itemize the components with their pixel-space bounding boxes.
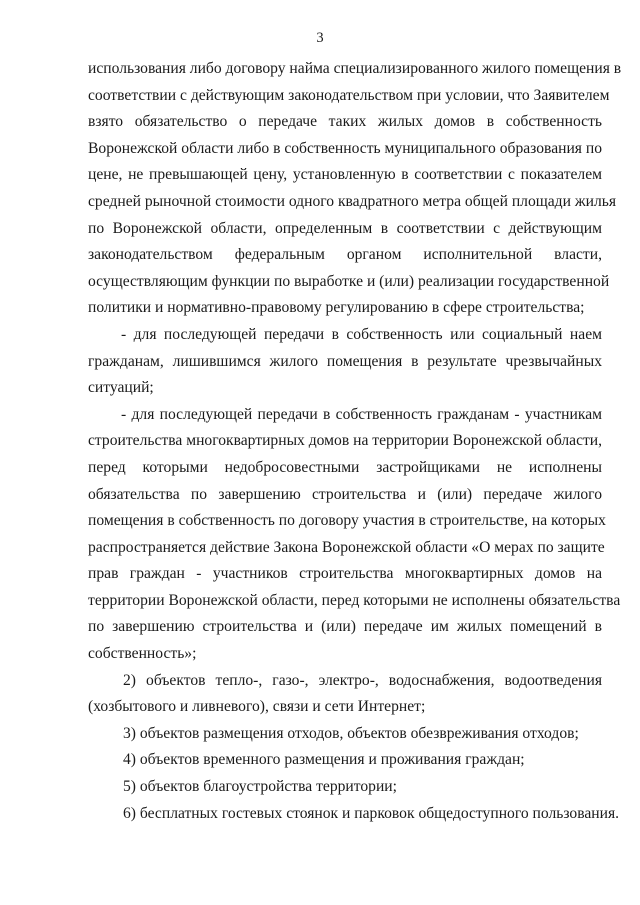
text-line: соответствии с действующим законодательством при условии, что Заявителем xyxy=(88,86,610,104)
text-line: по Воронежской области, определенным в соответствии с действующим xyxy=(88,219,602,237)
text-line: обязательства по завершению строительства и (или) передаче жилого xyxy=(88,485,602,503)
text-line: строительства многоквартирных домов на территории Воронежской области, xyxy=(88,432,603,450)
text-line: цене, не превышающей цену, установленную в соответствии с показателем xyxy=(88,166,602,184)
text-line: распространяется действие Закона Воронежской области «О мерах по защите xyxy=(88,538,605,556)
text-line: по завершению строительства и (или) передаче им жилых помещений в xyxy=(88,618,602,636)
list-item-line: 3) объектов размещения отходов, объектов обезвреживания отходов; xyxy=(123,724,579,742)
text-line: прав граждан - участников строительства многоквартирных домов на xyxy=(88,565,602,583)
text-line: гражданам, лишившимся жилого помещения в результате чрезвычайных xyxy=(88,352,602,370)
text-line: законодательством федеральным органом исполнительной власти, xyxy=(88,246,602,264)
body-text xyxy=(88,56,622,827)
text-line: территории Воронежской области, перед которыми не исполнены обязательства xyxy=(88,591,621,609)
text-line: политики и нормативно-правовому регулированию в сфере строительства; xyxy=(88,299,585,317)
text-line: помещения в собственность по договору участия в строительстве, на которых xyxy=(88,512,606,530)
text-line: (хозбытового и ливневого), связи и сети Интернет; xyxy=(88,698,426,716)
list-item-line: 6) бесплатных гостевых стоянок и парковок общедоступного пользования. xyxy=(123,804,620,822)
text-line: взято обязательство о передаче таких жилых домов в собственность xyxy=(88,113,602,131)
text-line: собственность»; xyxy=(88,645,197,663)
text-line: осуществляющим функции по выработке и (или) реализации государственной xyxy=(88,272,610,290)
list-item-line: 4) объектов временного размещения и проживания граждан; xyxy=(123,751,525,769)
text-line: ситуаций; xyxy=(88,379,154,397)
text-line: перед которыми недобросовестными застройщиками не исполнены xyxy=(88,458,602,476)
text-line: средней рыночной стоимости одного квадратного метра общей площади жилья xyxy=(88,192,617,210)
list-item-line: - для последующей передачи в собственность гражданам - участникам xyxy=(121,405,602,423)
list-item-line: 2) объектов тепло-, газо-, электро-, водоснабжения, водоотведения xyxy=(123,671,602,689)
text-line: Воронежской области либо в собственность муниципального образования по xyxy=(88,139,603,157)
page-number: 3 xyxy=(316,30,324,46)
list-item-line: - для последующей передачи в собственность или социальный наем xyxy=(121,325,602,343)
list-item-line: 5) объектов благоустройства территории; xyxy=(123,778,397,796)
text-line: использования либо договору найма специализированного жилого помещения в xyxy=(88,60,622,77)
